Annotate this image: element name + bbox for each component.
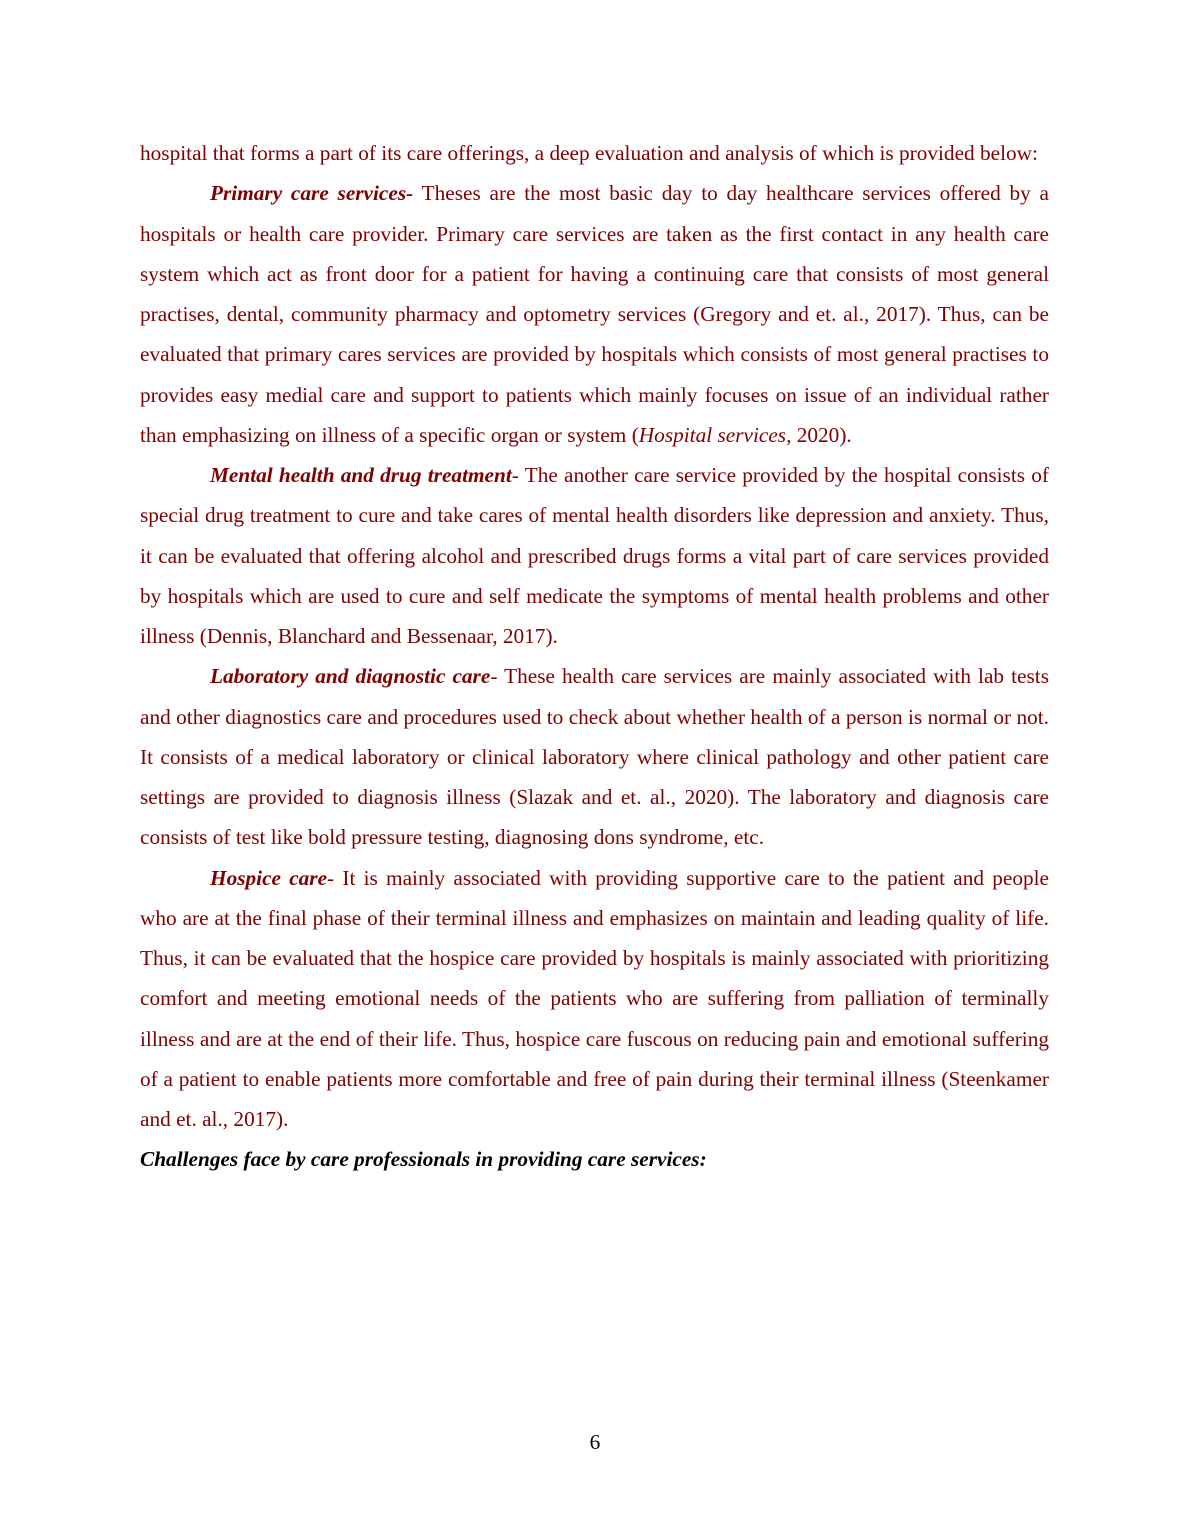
page-number: 6: [589, 1430, 601, 1454]
primary-care-text: Theses are the most basic day to day healthcare services offered by a hospitals or health care provider. Primary care services are taken as the first contact in any health care system which act as front door for a patient for having a continuing care that consists of most general practises, dental, community pharmacy and optometry services (Gregory and et. al., 2017). Thus, can be evaluated that primary cares services are provided by hospitals which consists of most general practises to provides easy medial care and support to patients which mainly focuses on issue of an individual rather than emphasizing on illness of a specific organ or system (: [140, 181, 1049, 447]
hospice-paragraph: [140, 858, 1049, 1140]
challenges-heading: Challenges face by care professionals in providing care services:: [140, 1147, 707, 1172]
primary-care-citation: Hospital services,: [638, 422, 792, 447]
laboratory-heading: Laboratory and diagnostic care: [210, 664, 491, 689]
primary-care-heading: Primary care services-: [210, 181, 414, 206]
primary-care-paragraph: [140, 173, 1049, 455]
hospice-text: - It is mainly associated with providing supportive care to the patient and people who are at the final phase of their terminal illness and emphasizes on maintain and leading quality of life. Thus, it can be evaluated that the hospice care provided by hospitals is mainly associated with prioritizing comfort and meeting emotional needs of the patients who are suffering from palliation of terminally illness and are at the end of their life. Thus, hospice care fuscous on reducing pain and emotional suffering of a patient to enable patients more comfortable and free of pain during their terminal illness (Steenkamer and et. al., 2017).: [140, 865, 1050, 1131]
mental-health-paragraph: [140, 455, 1049, 656]
primary-care-text-end: 2020).: [791, 422, 852, 447]
page-body: [140, 133, 1049, 1180]
mental-health-heading: Mental health and drug treatment: [210, 463, 512, 487]
hospice-heading: Hospice care: [210, 865, 328, 890]
laboratory-text: - These health care services are mainly associated with lab tests and other diagnostics care and procedures used to check about whether health of a person is normal or not. It consists of a medical laboratory or clinical laboratory where clinical pathology and other patient care settings are provided to diagnosis illness (Slazak and et. al., 2020). The laboratory and diagnosis care consists of test like bold pressure testing, diagnosing dons syndrome, etc.: [140, 664, 1049, 850]
laboratory-paragraph: [140, 656, 1049, 857]
intro-paragraph: hospital that forms a part of its care offerings, a deep evaluation and analysis of which is provided below:: [140, 141, 1038, 165]
mental-health-text: - The another care service provided by the hospital consists of special drug treatment to cure and take cares of mental health disorders like depression and anxiety. Thus, it can be evaluated that offering alcohol and prescribed drugs forms a vital part of care services provided by hospitals which are used to cure and self medicate the symptoms of mental health problems and other illness (Dennis, Blanchard and Bessenaar, 2017).: [140, 463, 1049, 648]
